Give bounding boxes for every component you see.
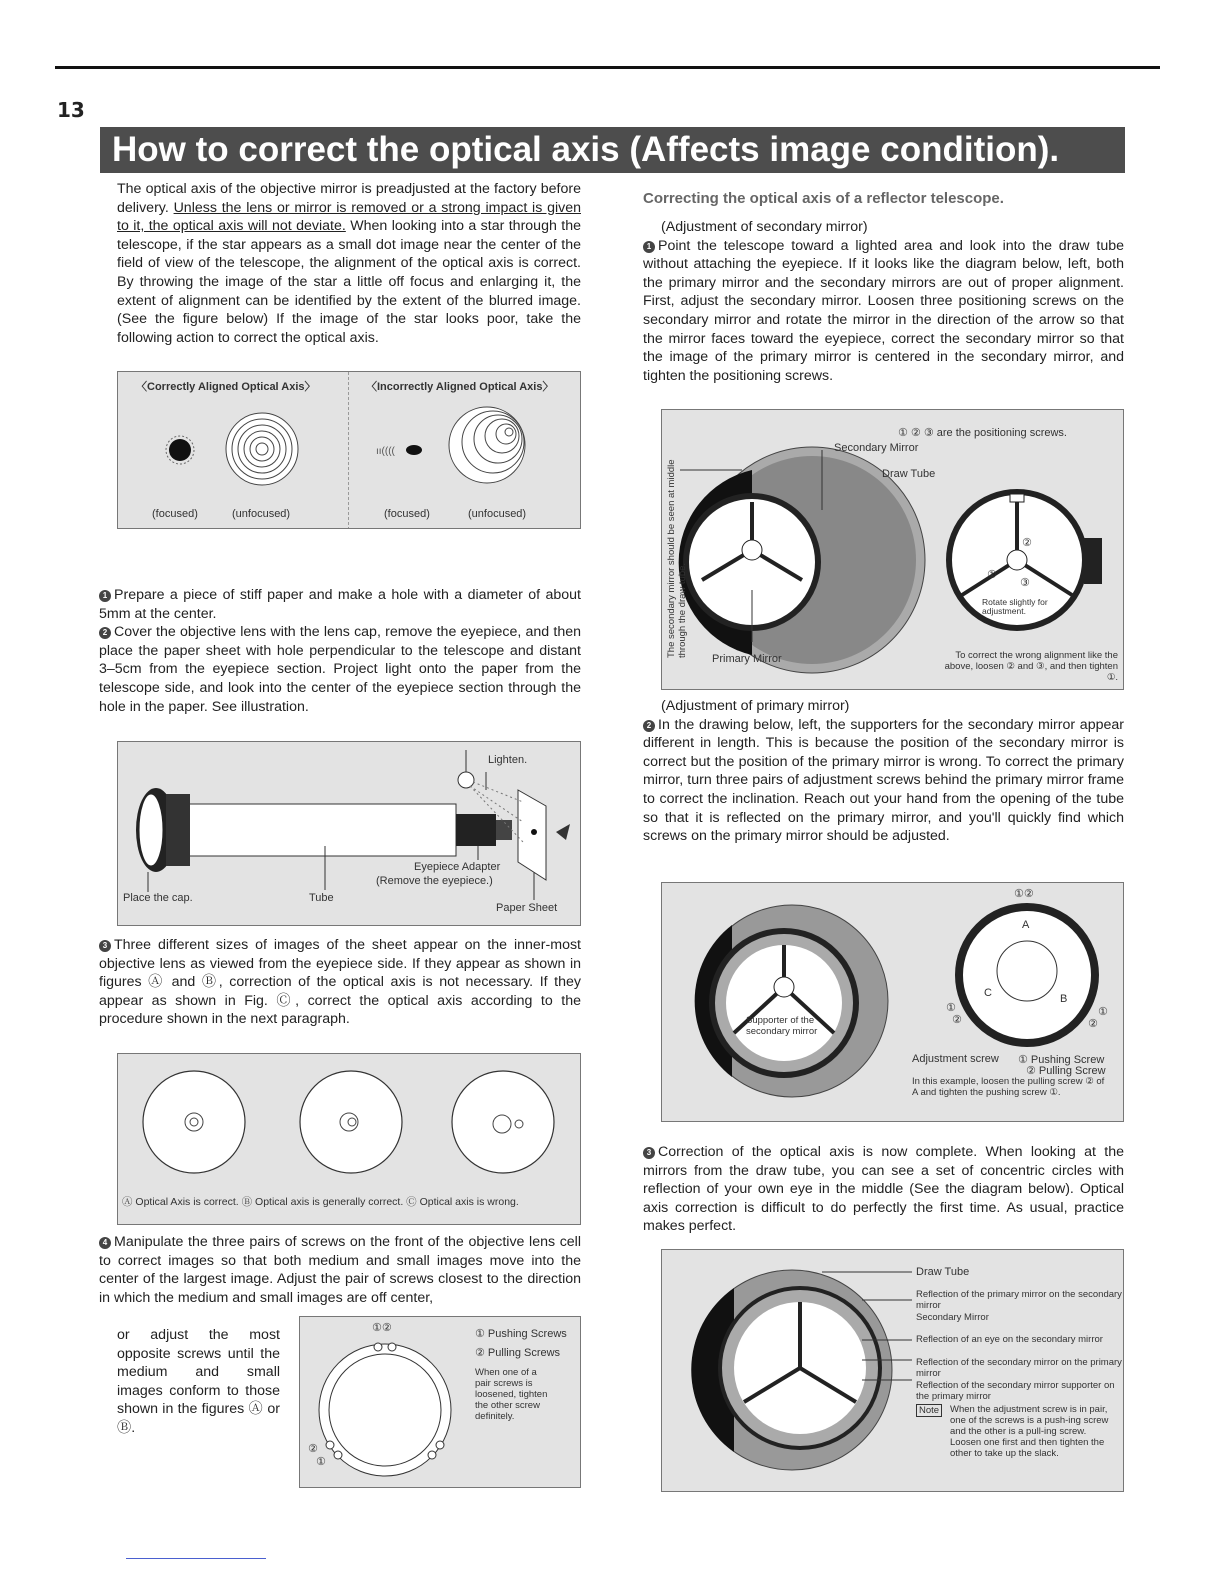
step-2-text: Cover the objective lens with the lens cap, remove the eyepiece, and then place the paper sheet with hole perpendicular to the telescope and distant 3–5cm from the eyepiece section. Project light onto the paper from the telescope side, and look into the center of the eyepiece section through the hole in the paper. See illustration. — [99, 624, 581, 715]
left-screw-2: ② — [952, 1014, 962, 1026]
screw-pair-label: ①② — [372, 1322, 392, 1334]
figure-primary-mirror — [661, 882, 1124, 1122]
right-screw-1: ① — [1098, 1006, 1108, 1018]
focused-label-2: (focused) — [384, 508, 430, 520]
side-note-label: The secondary mirror should be seen at middle through the draw tube. — [666, 459, 688, 658]
pushing-screws-label: ① Pushing Screws — [475, 1328, 567, 1340]
adjustment-screw-label: Adjustment screw — [912, 1053, 999, 1065]
refl-primary-label: Reflection of the primary mirror on the secondary mirror — [916, 1289, 1122, 1311]
draw-tube-label-2: Draw Tube — [916, 1266, 970, 1278]
r-step-1-marker: 1 — [643, 241, 655, 253]
step-4-text-a: Manipulate the three pairs of screws on the front of the objective lens cell to correct images so that both medium and small images move into the center of the largest image. Adjust the pair of screws closest to the direction in which the medium and small images are off center, — [99, 1234, 581, 1306]
page-number: 13 — [57, 98, 85, 122]
label-c: C — [984, 987, 992, 999]
note-tag: Note — [916, 1404, 942, 1417]
figure-complete-alignment — [661, 1249, 1124, 1492]
note-text: When the adjustment screw is in pair, one of the screws is a push-ing screw and the other is a pull-ing screw. Loosen one first and then tighten the other to take up the slack. — [950, 1404, 1109, 1459]
step-4-part-a — [99, 1233, 581, 1307]
label-b: B — [1060, 993, 1068, 1005]
r-step-2-marker: 2 — [643, 720, 655, 732]
incorrect-axis-title: 〈Incorrectly Aligned Optical Axis〉 — [366, 381, 554, 393]
refl-supporter-label: Reflection of the secondary mirror supporter on the primary mirror — [916, 1380, 1115, 1402]
remove-eyepiece-label: (Remove the eyepiece.) — [376, 875, 493, 887]
right-screw-2: ② — [1088, 1018, 1098, 1030]
r-step-3 — [643, 1143, 1124, 1236]
tube-label: Tube — [309, 892, 334, 904]
intro-part-2: When looking into a star through the telescope, if the star appears as a small dot image near the center of the field of view of the telescope, the alignment of the optical axis is correct. By throwing the image of the star a little off focus and enlarging it, the extent of alignment can be identified by the extent of the blurred image. (See the figure below) If the image of the star looks poor, take the following action to correct the optical axis. — [117, 218, 581, 346]
positioning-screw-3: ③ — [1020, 577, 1030, 589]
unfocused-label-1: (unfocused) — [232, 508, 291, 520]
intro-part-1: The optical axis of the objective mirror is preadjusted at the factory before delivery. — [117, 181, 581, 216]
screw-label-2: ② — [308, 1443, 318, 1455]
sub-heading-primary: (Adjustment of primary mirror) — [661, 698, 850, 714]
step-4-marker: 4 — [99, 1237, 111, 1249]
screw-note: When one of a pair screws is loosened, tighten the other screw definitely. — [475, 1367, 548, 1422]
figure-lens-images — [117, 1053, 581, 1225]
star-images — [118, 372, 581, 529]
r-step-2-text: In the drawing below, left, the supporters for the secondary mirror appear different in length. This is because the position of the secondary mirror is correct but the position of the primary mirror is wrong. To correct the primary mirror, turn three pairs of adjustment screws behind the primary mirror frame to correct the inclination. Reach out your hand from the opening of the tube so that it is reflected on the primary mirror, and you'll quickly find which screws on the primary mirror should be adjusted. — [643, 716, 1124, 845]
place-cap-label: Place the cap. — [123, 892, 193, 904]
secondary-mirror-label: Secondary Mirror — [834, 442, 919, 454]
figure-telescope-setup — [117, 741, 581, 926]
page-title: How to correct the optical axis (Affects image condition). — [100, 127, 1125, 173]
step-3-text: Three different sizes of images of the sheet appear on the inner-most objective lens as viewed from the eyepiece side. If they appear as shown in figures Ⓐ and Ⓑ, correction of the optical axis is not necessary. If they appear as shown in Fig. Ⓒ, correct the optical axis according to the procedure shown in the next paragraph. — [99, 937, 581, 1028]
step-3 — [99, 936, 581, 1029]
sub-heading-secondary: (Adjustment of secondary mirror) — [661, 219, 868, 235]
draw-tube-label: Draw Tube — [882, 468, 936, 480]
wrong-alignment-note: To correct the wrong alignment like the above, loosen ② and ③, and then tighten ①. — [944, 650, 1118, 683]
lighten-label: Lighten. — [488, 754, 528, 766]
step-4-part-b: or adjust the most opposite screws until the medium and small images conform to those shown in the figures Ⓐ or Ⓑ. — [117, 1327, 280, 1436]
paper-sheet-label: Paper Sheet — [496, 902, 558, 914]
unfocused-label-2: (unfocused) — [468, 508, 527, 520]
left-screw-1: ① — [946, 1002, 956, 1014]
reflector-heading: Correcting the optical axis of a reflector telescope. — [643, 190, 1004, 207]
figure-star-focus — [117, 371, 581, 529]
footer-rule — [126, 1558, 266, 1559]
focused-label-1: (focused) — [152, 508, 198, 520]
label-a: A — [1022, 919, 1030, 931]
step-1-marker: 1 — [99, 590, 111, 602]
primary-mirror-label: Primary Mirror — [712, 653, 782, 665]
screw-label-1: ① — [316, 1456, 326, 1468]
top-rule — [55, 66, 1160, 69]
refl-secondary-label: Reflection of the secondary mirror on the primary mirror — [916, 1357, 1122, 1379]
pushing-screw-label: ① Pushing Screw — [1018, 1054, 1105, 1066]
lens-image-caption: Ⓐ Optical Axis is correct. Ⓑ Optical axis is generally correct. Ⓒ Optical axis is wrong. — [122, 1196, 519, 1208]
svg-text:ıı((((: ıı(((( — [376, 446, 395, 457]
intro-underlined: Unless the lens or mirror is removed or a strong impact is given to it, the optical axis will not deviate. — [117, 199, 581, 235]
steps-1-2 — [99, 586, 581, 716]
r-step-3-marker: 3 — [643, 1147, 655, 1159]
pulling-screws-label: ② Pulling Screws — [475, 1347, 561, 1359]
eyepiece-adapter-label: Eyepiece Adapter — [414, 861, 501, 873]
primary-adjustment — [643, 697, 1124, 846]
r-step-1-text: Point the telescope toward a lighted area and look into the draw tube without attaching the eyepiece. If it looks like the diagram below, left, both the primary mirror and the secondary mirrors are out of proper alignment. First, adjust the secondary mirror. Loosen three positioning screws on the secondary mirror and rotate the mirror in the direction of the arrow so that the mirror faces toward the eyepiece, correct the secondary mirror so that the image of the primary mirror is centered in the secondary mirror, and tighten the positioning screws. — [643, 237, 1124, 384]
r-step-3-text: Correction of the optical axis is now complete. When looking at the mirrors from the draw tube, you can see a set of concentric circles with reflection of your own eye in the middle (See the diagram below). Optical axis correction is difficult to do perfectly the first time. As usual, practice makes perfect. — [643, 1144, 1124, 1235]
figure-objective-screws — [299, 1316, 581, 1488]
positioning-screw-2: ② — [1022, 537, 1032, 549]
rotate-label: Rotate slightly for adjustment. — [982, 597, 1048, 616]
refl-eye-label: Reflection of an eye on the secondary mirror — [916, 1334, 1103, 1345]
step-2-marker: 2 — [99, 627, 111, 639]
supporter-label: Supporter of the secondary mirror — [746, 1015, 818, 1037]
positioning-screw-1: ① — [987, 569, 997, 581]
secondary-mirror-label-2: Secondary Mirror — [916, 1312, 989, 1323]
top-screw-label: ①② — [1014, 888, 1034, 900]
pulling-screw-label: ② Pulling Screw — [1026, 1065, 1106, 1077]
secondary-adjustment — [643, 218, 1124, 385]
example-note: In this example, loosen the pulling screw ② of A and tighten the pushing screw ①. — [912, 1076, 1105, 1098]
intro-text — [117, 180, 581, 347]
figure-secondary-mirror — [661, 409, 1124, 690]
step-1-text: Prepare a piece of stiff paper and make a hole with a diameter of about 5mm at the center. — [99, 587, 581, 622]
step-3-marker: 3 — [99, 940, 111, 952]
positioning-screws-label: ① ② ③ are the positioning screws. — [898, 427, 1067, 439]
correct-axis-title: 〈Correctly Aligned Optical Axis〉 — [136, 381, 316, 393]
